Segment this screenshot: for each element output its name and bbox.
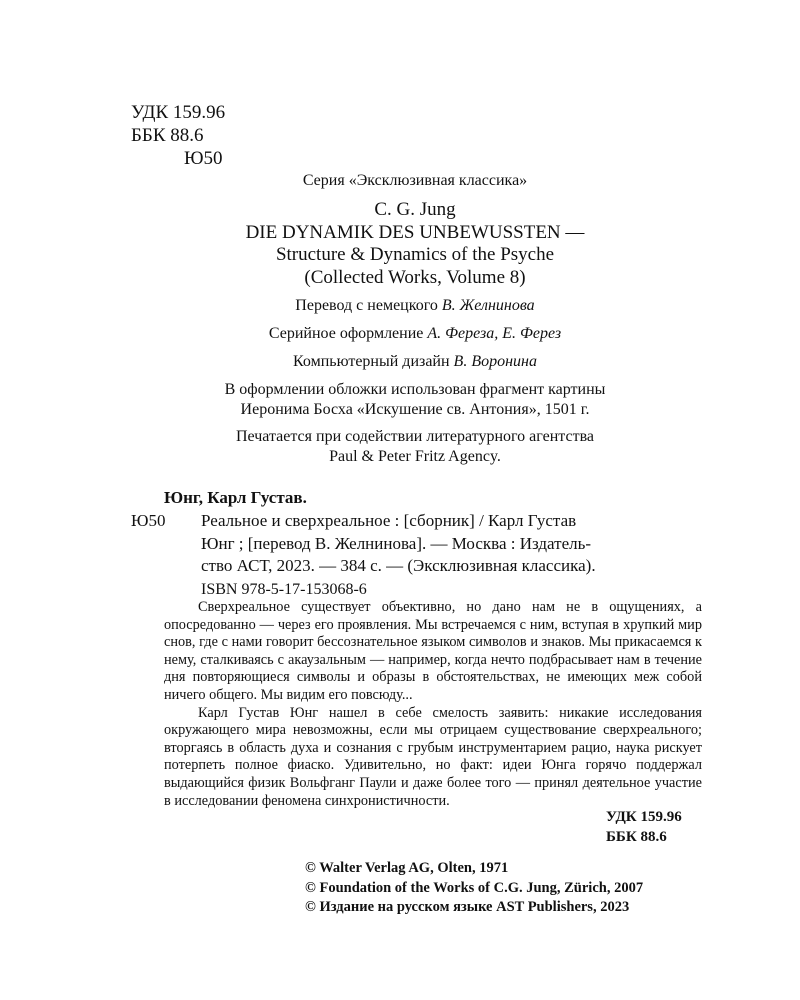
translator-label: Перевод с немецкого [295,297,442,314]
original-title: DIE DYNAMIK DES UNBEWUSSTEN — [245,221,585,243]
isbn: ISBN 978-5-17-153068-6 [201,580,367,598]
biblio-description [131,510,699,578]
series-name: Серия «Эксклюзивная классика» [302,172,528,189]
bbk-code-bottom: ББК 88.6 [606,829,667,845]
annotation-paragraph-2: Карл Густав Юнг нашел в себе смелость заявить: никакие исследования окружающего мира невозможны, если мы отрицаем существование сверхреального; вторгаясь в область духа и сознания с грубым инструментарием рацио, наука рискует потерпеть полное фиаско. Удивительно, но факт: идеи Юнга горячо поддержал выдающийся физик Вольфганг Паули и даже более того — принял деятельное участие в исследовании феномена синхронистичности. [164,704,702,809]
collected-works-note: (Collected Works, Volume 8) [304,266,526,288]
annotation-paragraph-1: Сверхреальное существует объективно, но дано нам не в ощущениях, а опосредованно — через его проявления. Мы встречаемся с ним, вступая в хрупкий мир снов, где с нами говорит бессознательное языком символов и знаков. Мы прикасаемся к нему, сталкиваясь с акаузальным — например, когда нечто подбрасывает нам в течение дня повторяющиеся символы и образы в обстоятельствах, не имеющих меж собой ничего общего. Мы видим его повсюду... [164,599,702,703]
original-author: C. G. Jung [374,199,456,220]
cover-note-line-1: В оформлении обложки использован фрагмент картины [224,381,606,398]
translator-credit [100,297,730,315]
copyright-line-3: © Издание на русском языке AST Publishers, 2023 [305,899,630,915]
original-title-block [100,199,730,289]
bibliographic-record [131,488,699,599]
cover-note-line-2: Иеронима Босха «Искушение св. Антония», 1501 г. [240,401,590,418]
biblio-line-1: Реальное и сверхреальное : [сборник] / Карл Густав [201,511,577,530]
biblio-code: Ю50 [131,511,166,530]
series-design-names: А. Фереза, Е. Ферез [427,325,562,342]
udk-code: УДК 159.96 [131,102,226,123]
computer-design-credit [100,353,730,371]
annotation [164,599,702,810]
classification-codes [131,101,225,170]
copyright-line-1: © Walter Verlag AG, Olten, 1971 [305,860,509,876]
biblio-line-3: ство АСТ, 2023. — 384 с. — (Эксклюзивная классика). [201,556,596,575]
agency-note [100,427,730,467]
biblio-line-2: Юнг ; [перевод В. Желнинова]. — Москва : Издатель- [201,533,592,553]
series-design-label: Серийное оформление [268,325,428,342]
copyright-line-2: © Foundation of the Works of C.G. Jung, Zürich, 2007 [305,879,644,896]
biblio-author-heading: Юнг, Карл Густав. [164,488,307,507]
translator-name: В. Желнинова [441,297,535,314]
agency-line-2: Paul & Peter Fritz Agency. [329,448,501,465]
copyright-notices [305,859,643,918]
bbk-code: ББК 88.6 [131,125,204,146]
udk-code-bottom: УДК 159.96 [606,809,682,825]
computer-design-name: В. Воронина [453,353,537,370]
series-design-credit [100,325,730,343]
computer-design-label: Компьютерный дизайн [293,353,454,370]
agency-line-1: Печатается при содействии литературного агентства [235,428,595,445]
classification-codes-bottom [606,807,682,847]
author-mark: Ю50 [184,148,223,169]
english-title: Structure & Dynamics of the Psyche [275,244,555,265]
cover-note [100,380,730,420]
